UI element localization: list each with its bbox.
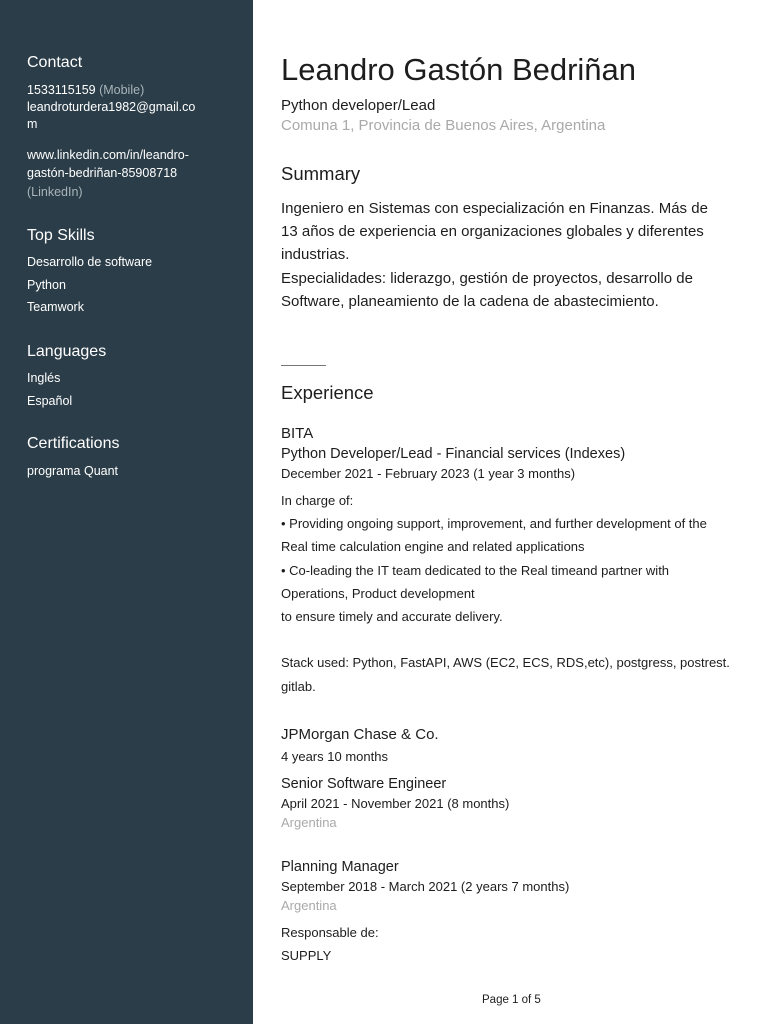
summary-line: industrias. (281, 246, 350, 264)
description-line: • Co-leading the IT team dedicated to the Real timeand partner with (281, 562, 670, 578)
job-title: Senior Software Engineer (281, 776, 447, 792)
certification-item: programa Quant (27, 464, 119, 478)
contact-linkedin-type: (LinkedIn) (27, 185, 83, 199)
certifications-heading: Certifications (27, 435, 120, 452)
summary-line: Especialidades: liderazgo, gestión de proyectos, desarrollo de (281, 269, 693, 287)
job-dates: April 2021 - November 2021 (8 months) (281, 796, 510, 811)
skill-item: Teamwork (27, 300, 84, 314)
section-divider (281, 365, 326, 366)
phone-type: (Mobile) (99, 83, 145, 97)
summary-line: Ingeniero en Sistemas con especialización en Finanzas. Más de (281, 200, 708, 217)
job-dates: December 2021 - February 2023 (1 year 3 months) (281, 466, 576, 481)
job-dates: September 2018 - March 2021 (2 years 7 months) (281, 879, 570, 894)
profile-location: Comuna 1, Provincia de Buenos Aires, Argentina (281, 117, 606, 134)
contact-linkedin-line2[interactable]: gastón-bedriñan-85908718 (27, 166, 178, 180)
contact-email-line1[interactable]: leandroturdera1982@gmail.co (27, 100, 196, 114)
company-name: JPMorgan Chase & Co. (281, 726, 439, 743)
description-line: SUPPLY (281, 948, 332, 964)
experience-title: Experience (281, 382, 374, 403)
summary-title: Summary (281, 163, 361, 184)
summary-line: Software, planeamiento de la cadena de abastecimiento. (281, 292, 659, 310)
contact-email-line2[interactable]: m (27, 117, 38, 131)
skill-item: Python (27, 278, 66, 292)
description-line: In charge of: (281, 493, 354, 508)
description-line: gitlab. (281, 678, 316, 694)
phone-number: 1533115159 (27, 83, 96, 97)
language-item: Español (27, 394, 73, 408)
skill-item: Desarrollo de software (27, 255, 153, 269)
job-description (281, 489, 751, 698)
company-tenure: 4 years 10 months (281, 749, 388, 764)
job-title: Python Developer/Lead - Financial services (Indexes) (281, 446, 626, 462)
description-line: Responsable de: (281, 925, 379, 940)
profile-headline: Python developer/Lead (281, 97, 436, 114)
description-line: Operations, Product development (281, 585, 475, 601)
contact-linkedin-line1[interactable]: www.linkedin.com/in/leandro- (27, 148, 189, 162)
contact-phone (27, 82, 213, 99)
language-item: Inglés (27, 371, 61, 385)
company-name: BITA (281, 425, 314, 442)
description-line: to ensure timely and accurate delivery. (281, 609, 503, 625)
description-line: Real time calculation engine and related applications (281, 539, 585, 555)
description-line (281, 628, 751, 651)
description-line: Stack used: Python, FastAPI, AWS (EC2, ECS, RDS,etc), postgress, postrest. (281, 655, 730, 671)
contact-heading: Contact (27, 54, 83, 71)
summary-line: 13 años de experiencia en organizaciones globales y diferentes (281, 223, 704, 241)
profile-name: Leandro Gastón Bedriñan (281, 52, 637, 87)
job-description (281, 921, 751, 967)
job-location: Argentina (281, 898, 337, 913)
page-number: Page 1 of 5 (482, 994, 541, 1006)
job-location: Argentina (281, 815, 337, 830)
languages-heading: Languages (27, 343, 107, 360)
sidebar (0, 0, 253, 1024)
description-line: • Providing ongoing support, improvement, and further development of the (281, 516, 707, 532)
top-skills-heading: Top Skills (27, 227, 95, 244)
summary-text (281, 197, 731, 313)
job-title: Planning Manager (281, 859, 399, 875)
